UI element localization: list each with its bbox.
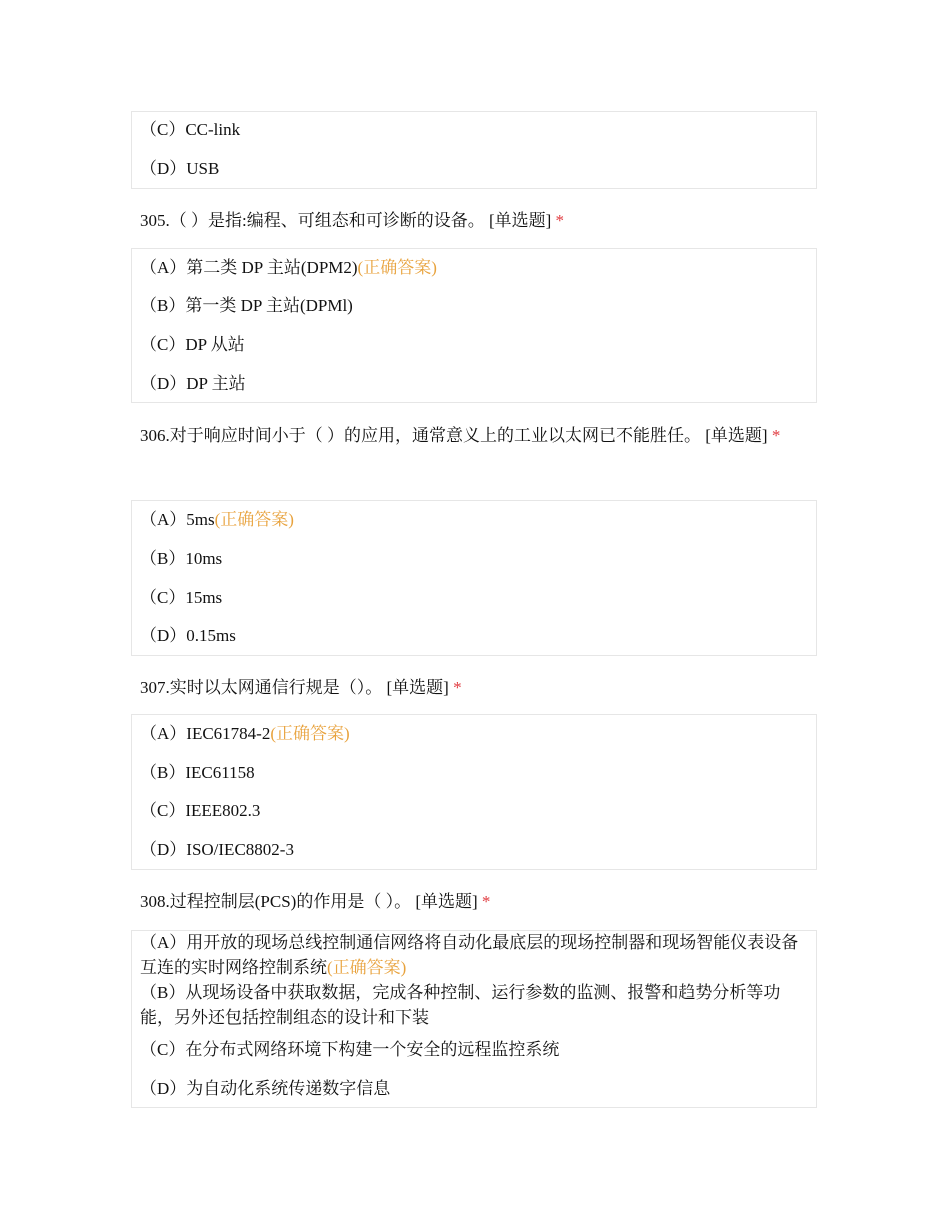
- question-text: 307.实时以太网通信行规是（）。 [单选题]: [140, 678, 454, 697]
- option-text: （C）CC-link: [140, 120, 241, 139]
- option-306-a[interactable]: [140, 509, 294, 531]
- option-305-b[interactable]: [140, 295, 353, 317]
- option-305-a[interactable]: [140, 257, 437, 279]
- option-text: （B）从现场设备中获取数据，完成各种控制、运行参数的监测、报警和趋势分析等功能，另外还包括控制组态的设计和下装: [140, 983, 781, 1027]
- required-star: *: [453, 678, 462, 697]
- option-308-b[interactable]: [140, 980, 810, 1030]
- option-text: （C）15ms: [140, 588, 223, 607]
- option-text: （D）为自动化系统传递数字信息: [140, 1079, 391, 1098]
- question-307-title: [140, 669, 810, 707]
- question-305-title: [140, 202, 810, 240]
- option-306-c[interactable]: [140, 587, 222, 609]
- correct-answer-mark: (正确答案): [357, 258, 437, 277]
- correct-answer-mark: (正确答案): [327, 958, 407, 977]
- option-text: （A）5ms: [140, 510, 215, 529]
- option-text: （D）0.15ms: [140, 626, 236, 645]
- option-308-a[interactable]: [140, 930, 810, 980]
- question-text: 306.对于响应时间小于（ ）的应用，通常意义上的工业以太网已不能胜任。 [单选题]: [140, 426, 772, 445]
- option-text: （A）第二类 DP 主站(DPM2): [140, 258, 358, 277]
- option-text: （D）ISO/IEC8802-3: [140, 840, 294, 859]
- option-text: （A）IEC61784-2: [140, 724, 271, 743]
- option-text: （C）在分布式网络环境下构建一个安全的远程监控系统: [140, 1040, 560, 1059]
- option-307-b[interactable]: [140, 762, 255, 784]
- option-306-b[interactable]: [140, 548, 222, 570]
- correct-answer-mark: (正确答案): [214, 510, 294, 529]
- option-304-d[interactable]: [140, 158, 219, 180]
- option-text: （D）DP 主站: [140, 374, 246, 393]
- required-star: *: [771, 426, 781, 445]
- question-308-title: [140, 883, 810, 921]
- option-text: （D）USB: [140, 159, 220, 178]
- required-star: *: [555, 211, 565, 230]
- option-307-a[interactable]: [140, 723, 350, 745]
- option-305-d[interactable]: [140, 373, 246, 395]
- option-307-c[interactable]: [140, 800, 260, 822]
- question-306-title: [140, 417, 810, 455]
- option-text: （C）DP 从站: [140, 335, 245, 354]
- question-text: 305.（ ）是指:编程、可组态和可诊断的设备。 [单选题]: [140, 211, 556, 230]
- required-star: *: [481, 892, 491, 911]
- correct-answer-mark: (正确答案): [270, 724, 350, 743]
- option-308-d[interactable]: [140, 1078, 390, 1100]
- option-text: （B）IEC61158: [140, 763, 255, 782]
- option-307-d[interactable]: [140, 839, 294, 861]
- option-text: （A）用开放的现场总线控制通信网络将自动化最底层的现场控制器和现场智能仪表设备互连的实时网络控制系统: [140, 933, 799, 977]
- option-305-c[interactable]: [140, 334, 245, 356]
- option-308-c[interactable]: [140, 1039, 559, 1061]
- option-text: （B）第一类 DP 主站(DPMl): [140, 296, 353, 315]
- option-306-d[interactable]: [140, 625, 236, 647]
- option-text: （B）10ms: [140, 549, 223, 568]
- option-304-c[interactable]: [140, 119, 240, 141]
- question-text: 308.过程控制层(PCS)的作用是（ ）。 [单选题]: [140, 892, 482, 911]
- option-text: （C）IEEE802.3: [140, 801, 261, 820]
